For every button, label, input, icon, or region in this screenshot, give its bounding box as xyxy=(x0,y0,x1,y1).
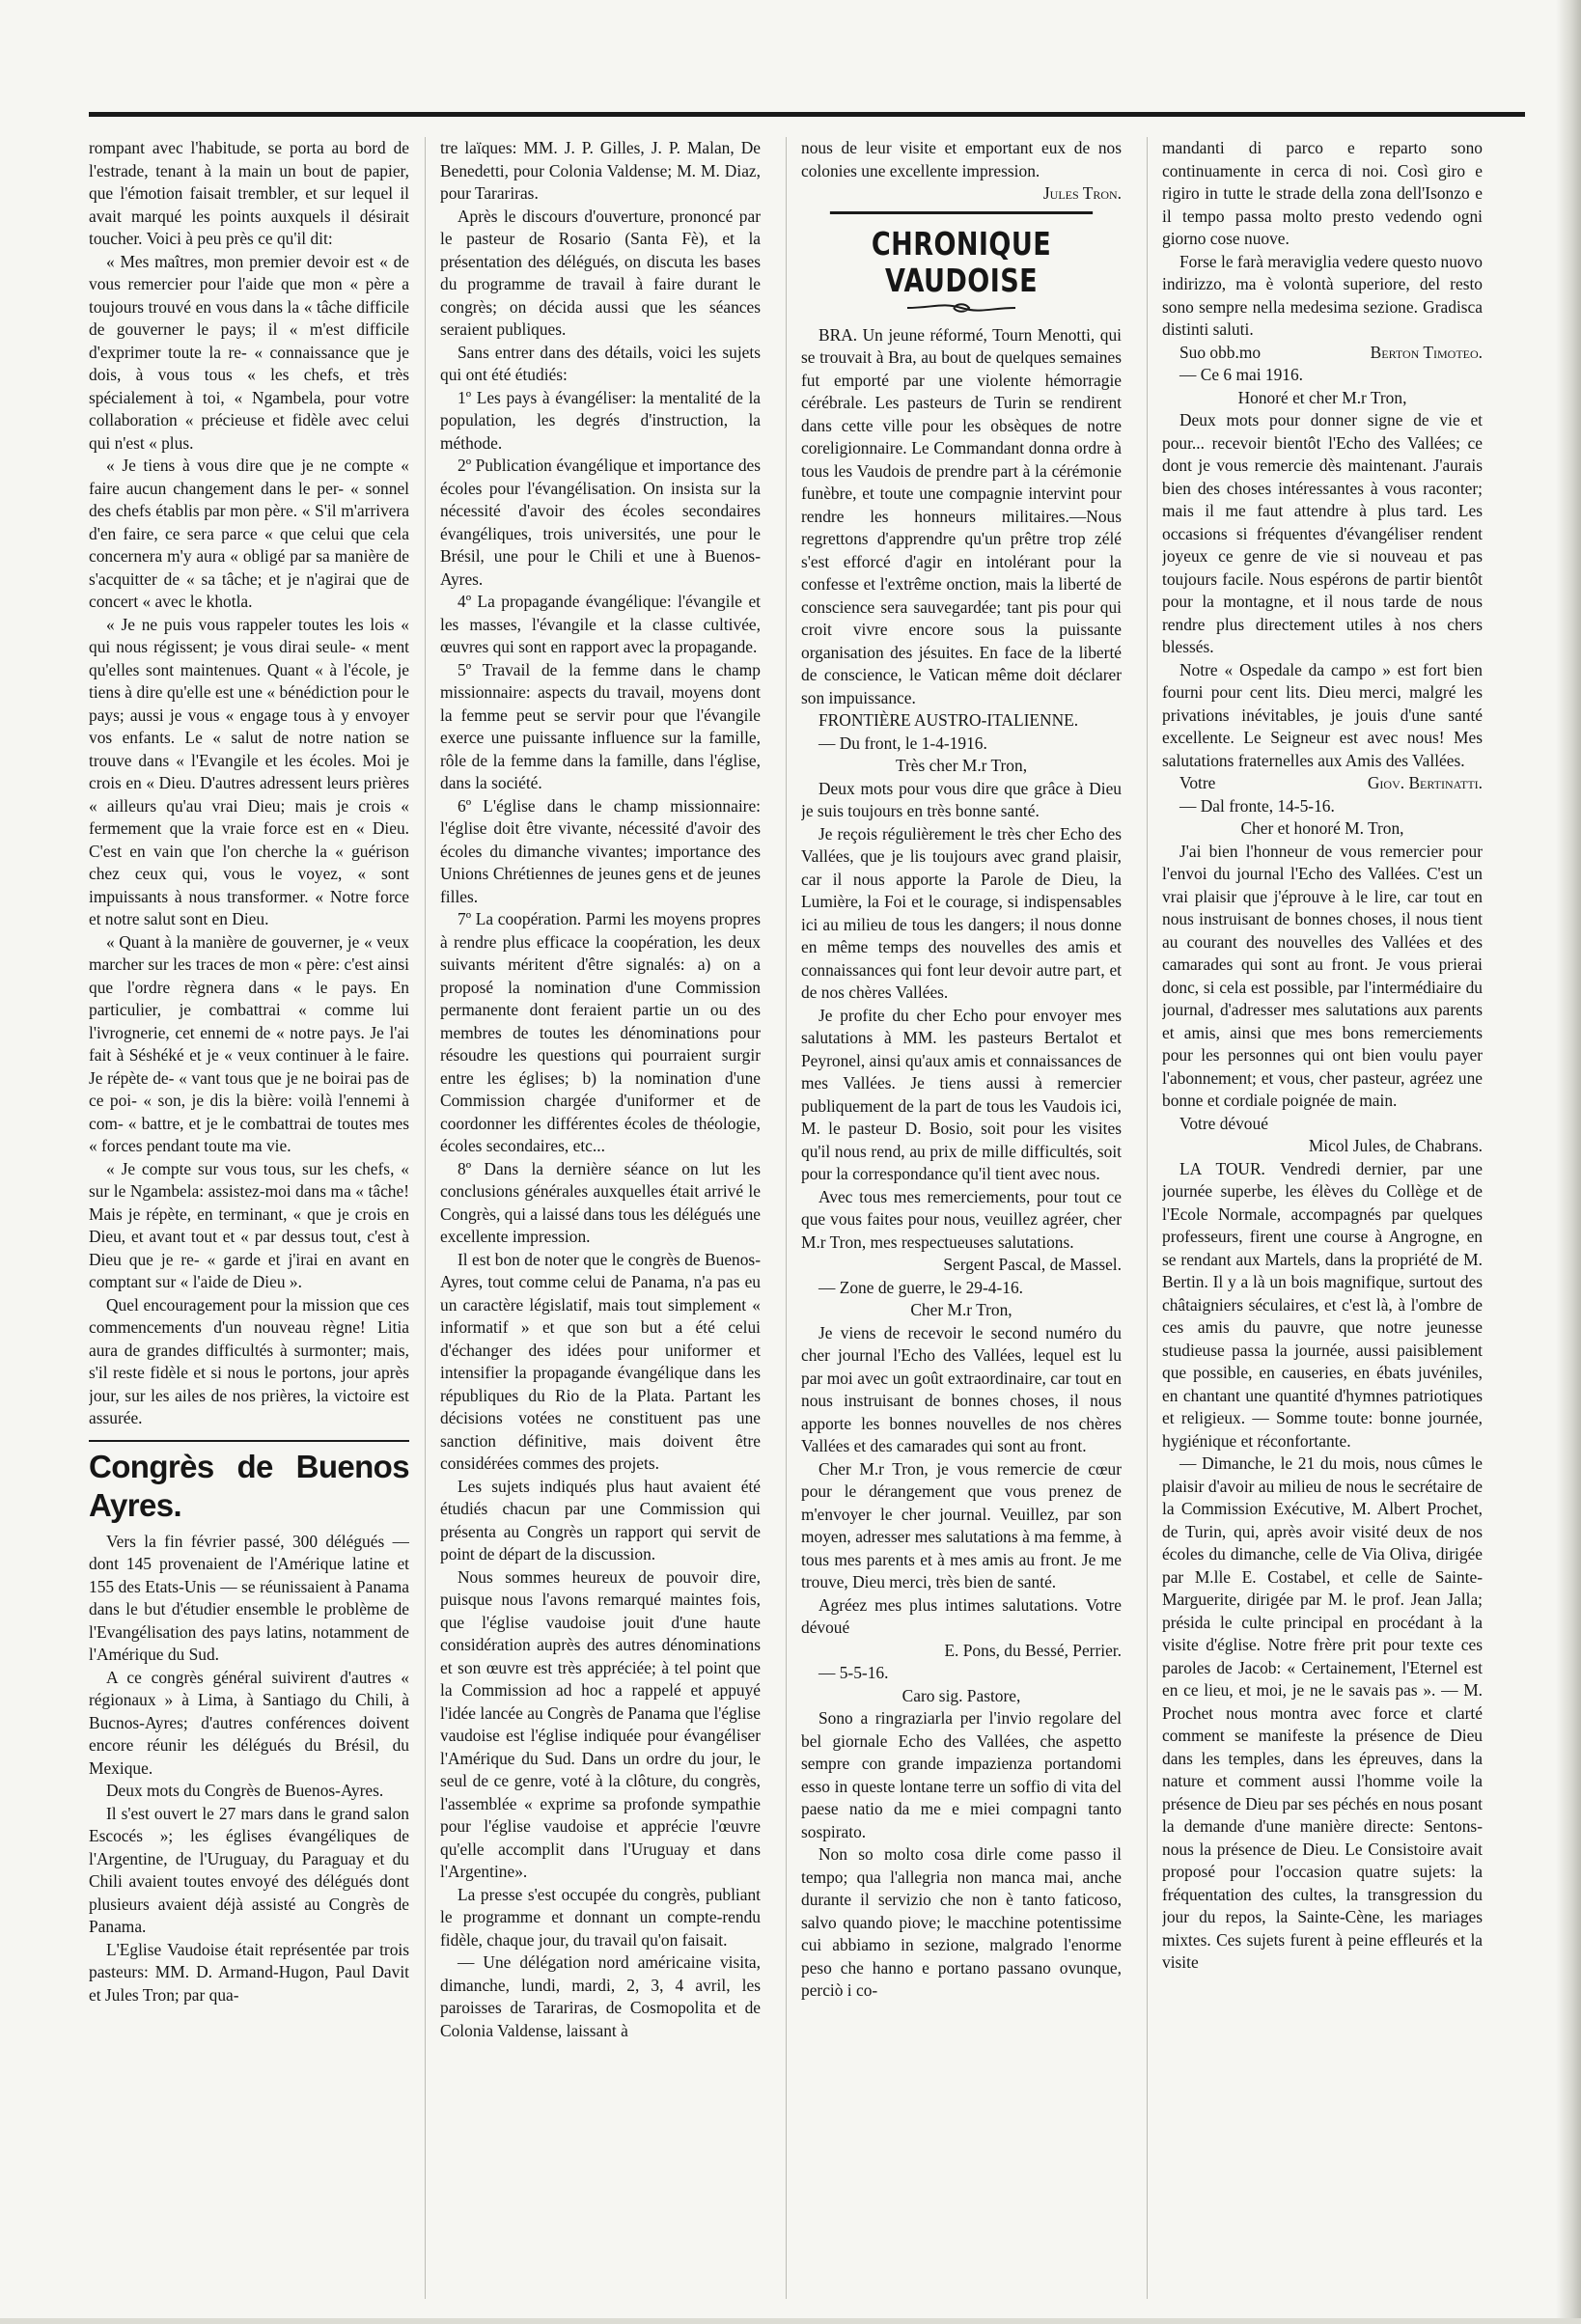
article-paragraph: Votre dévoué xyxy=(1179,1113,1268,1133)
article-paragraph: 8º Dans la dernière séance on lut les conclusions générales auxquelles était arrivé le Congrès, qui a laissé dans tous les délégués une excellente impression. xyxy=(440,1158,761,1246)
heading-chronique-vaudoise: CHRONIQUE VAUDOISE xyxy=(830,211,1093,299)
article-paragraph: Il est bon de noter que le congrès de Buenos-Ayres, tout comme celui de Panama, n'a pas eu un caractère législatif, mais tout simplement « informatif » et que son but a été celui d'échanger des idées pour uniformer et intensifier la propagande évangélique dans les républiques du Rio de la Plata. Partant les décisions votées ne constituent pas une sanction définitive, mais doivent être considérées commes des projets. xyxy=(440,1249,761,1473)
article-paragraph: « Je ne puis vous rappeler toutes les lois « qui nous régissent; je vous dirai seule- « ment qu'elles sont maintenues. Quant « à l'école, je tiens à dire qu'elle est une « bénédiction pour le pays; aussi je vous « engage tous à y envoyer vos enfants. Le « salut de notre nation se trouve dans « l'Evangile et les écoles. Moi je crois en « Dieu. D'autres adressent leurs prières « ailleurs qu'au vrai Dieu; mais je crois « fermement que la vraie force est en « Dieu. C'est en vain que l'on cherche la « guérison chez ceux qui, vous le voyez, « sont impuissants à nous transformer. « Notre force et notre salut sont en Dieu. xyxy=(89,614,409,928)
article-paragraph: — 5-5-16. xyxy=(818,1663,889,1682)
article-paragraph: 1º Les pays à évangéliser: la mentalité de la population, les degrés d'instruction, la méthode. xyxy=(440,387,761,453)
article-paragraph: Sergent Pascal, de Massel. xyxy=(943,1255,1122,1274)
article-paragraph: 4º La propagande évangélique: l'évangile et les masses, l'évangile et la classe cultivée, œuvres qui sont en rapport avec la propagande. xyxy=(440,592,761,656)
article-paragraph: rompant avec l'habitude, se porta au bord de l'estrade, tenant à la main un bout de papier, que l'émotion faisait trembler, et sur lequel il avait marqué les points auxquels il désirait toucher. Voici à peu près ce qu'il dit: xyxy=(89,138,409,248)
column-1 xyxy=(89,137,409,2299)
article-paragraph: Cher M.r Tron, xyxy=(910,1300,1012,1319)
page-bottom-edge xyxy=(0,2318,1581,2324)
article-paragraph: Agréez mes plus intimes salutations. Votre dévoué xyxy=(801,1594,1122,1637)
article-paragraph: Honoré et cher M.r Tron, xyxy=(1237,387,1407,407)
article-paragraph: LA TOUR. Vendredi dernier, par une journée superbe, les élèves du Collège et de l'Ecole Normale, accompagnés par quelques professeurs, firent une course à Angrogne, en se rendant aux Martels, dans la propriété de M. Bertin. Il y a là un bois magnifique, surtout des châtaigniers séculaires, et c'est là, à l'ombre de ces amis du pauvre, que notre jeunesse studieuse passa la journée, aussi paisiblement que possible, en causeries, en ébats juvéniles, en chantant une quantité d'hymnes patriotiques et religieux. — Somme toute: bonne journée, hygiénique et réconfortante. xyxy=(1162,1158,1483,1451)
article-paragraph: Non so molto cosa dirle come passo il tempo; qua l'allegria non manca mai, anche durante il servizio che non è tanto faticoso, salvo quando piove; le macchine potentissime cui abbiamo in sezione, malgrado l'enorme peso che hanno e portano passano ovunque, perciò i co- xyxy=(801,1844,1122,2000)
column-divider xyxy=(425,137,426,2299)
article-paragraph: L'Eglise Vaudoise était représentée par trois pasteurs: MM. D. Armand-Hugon, Paul Davit et Jules Tron; par qua- xyxy=(89,1939,409,2005)
article-paragraph: Caro sig. Pastore, xyxy=(901,1685,1021,1705)
article-paragraph: A ce congrès général suivirent d'autres « régionaux » à Lima, à Santiago du Chili, à Bucnos-Ayres; d'autres conférences doivent encore réunir les délégués du Brésil, du Mexique. xyxy=(89,1667,409,1778)
article-paragraph: Il s'est ouvert le 27 mars dans le grand salon Escocés »; les églises évangéliques de l'Argentine, de l'Uruguay, du Paraguay et du Chili avaient toutes envoyé des délégués dont plusieurs avaient déjà assisté au Congrès de Panama. xyxy=(89,1803,409,1936)
article-paragraph: « Mes maîtres, mon premier devoir est « de vous remercier pour l'aide que mon « père a toujours trouvé en vous dans la « tâche difficile de gouverner le pays; il « m'est difficile d'exprimer toute la re- « connaissance que je dois, à vous tous « les chefs, et très spécialement à toi, « Ngambela, pour votre collaboration « précieuse et fidèle avec celui qui n'est « plus. xyxy=(89,251,409,453)
article-paragraph: Forse le farà meraviglia vedere questo nuovo indirizzo, ma è volontà superiore, del resto sono sempre nella medesima sezione. Gradisca distinti saluti. xyxy=(1162,251,1483,339)
column-3 xyxy=(801,137,1122,2299)
column-divider xyxy=(1147,137,1148,2299)
article-paragraph: Notre « Ospedale da campo » est fort bien fourni pour cent lits. Dieu merci, malgré les privations inévitables, je jouis d'une santé excellente. Le Seigneur est avec nous! Mes salutations fraternelles aux Amis des Vallées. xyxy=(1162,659,1483,770)
article-paragraph: Deux mots pour vous dire que grâce à Dieu je suis toujours en très bonne santé. xyxy=(801,778,1122,820)
article-paragraph: — Du front, le 1-4-1916. xyxy=(818,733,987,753)
article-paragraph: J'ai bien l'honneur de vous remercier pour l'envoi du journal l'Echo des Vallées. C'est un vrai plaisir que j'éprouve à le lire, car tout en nous instruisant de bonnes choses, il nous tient au courant des nouvelles des Vallées et des camarades qui sont au front. Je vous prierai donc, si cela est possible, par l'intermédiaire du journal, d'adresser mes salutations aux parents et amis, ainsi que mes bons remerciements pour les personnes qui ont bien voulu payer l'abonnement; et vous, cher pasteur, agréez une bonne et cordiale poignée de main. xyxy=(1162,841,1483,1110)
article-paragraph: « Quant à la manière de gouverner, je « veux marcher sur les traces de mon « père: c'est ainsi que l'ordre règnera dans « le pays. En particulier, je combattrai « comme lui l'ivrognerie, cet ennemi de « notre pays. Je l'ai fait à Séshéké et je « veux continuer à le faire. Je répète de- « vant tous que je ne boirai pas de ce poi- « son, je dis la bière: voilà l'ennemi à com- « battre, et je le combattrai de toutes mes « forces pendant toute ma vie. xyxy=(89,931,409,1155)
article-paragraph: Sans entrer dans des détails, voici les sujets qui ont été étudiés: xyxy=(440,342,761,384)
article-paragraph: Cher et honoré M. Tron, xyxy=(1240,818,1404,838)
article-paragraph: — Une délégation nord américaine visita, dimanche, lundi, mardi, 2, 3, 4 avril, les paroisses de Tarariras, de Cosmopolita et de Colonia Valdense, laissant à xyxy=(440,1952,761,2040)
column-4 xyxy=(1162,137,1483,2299)
article-paragraph: Après le discours d'ouverture, prononcé par le pasteur de Rosario (Santa Fè), et la présentation des délégués, on discuta les bases du programme de travail à faire durant le congrès; on décida aussi que les séances seraient publiques. xyxy=(440,206,761,339)
top-rule xyxy=(89,112,1525,117)
article-paragraph: Cher M.r Tron, je vous remercie de cœur pour le dérangement que vous prenez de m'envoyer le cher journal. Veuillez, par son moyen, adresser mes salutations à ma femme, à tous mes parents et à mes amis au front. Je me trouve, Dieu merci, très bien de santé. xyxy=(801,1458,1122,1591)
article-paragraph: Quel encouragement pour la mission que ces commencements d'un nouveau règne! Litia aura de grandes difficultés à surmonter; mais, s'il reste fidèle et si nous le portons, jour après jour, sur les ailes de nos prières, la victoire est assurée. xyxy=(89,1294,409,1427)
article-paragraph: Jules Tron. xyxy=(1042,183,1122,203)
article-paragraph: Je viens de recevoir le second numéro du cher journal l'Echo des Vallées, lequel est lu par moi avec un goût extraordinaire, car tout en nous instruisant de bonnes choses, il nous apporte les bonnes nouvelles de nos chères Vallées et des camarades qui sont au front. xyxy=(801,1322,1122,1455)
article-paragraph: Sono a ringraziarla per l'invio regolare del bel giornale Echo des Vallées, che aspetto sempre con grande impazienza portandomi esso in queste lontane terre un soffio di vita del paese natio da me e miei compagni tanto sospirato. xyxy=(801,1708,1122,1841)
article-paragraph: Vers la fin février passé, 300 délégués — dont 145 provenaient de l'Amérique latine et 155 des Etats-Unis — se réunissaient à Panama dans le but d'étudier ensemble le problème de l'Evangélisation des pays latins, notamment de l'Amérique du Sud. xyxy=(89,1531,409,1664)
article-paragraph: La presse s'est occupée du congrès, publiant le programme et donnant un compte-rendu fidèle, chaque jour, du travail qu'on faisait. xyxy=(440,1884,761,1950)
article-paragraph: Suo obb.mo Berton Timoteo. xyxy=(1179,342,1483,362)
article-paragraph: Nous sommes heureux de pouvoir dire, puisque nous l'avons remarqué maintes fois, que l'église vaudoise jouit d'une haute considération auprès des autres dénominations et son œuvre est très appréciée; à tel point que la Commission ad hoc a rappelé et appuyé l'idée lancée au Congrès de Panama que l'église vaudoise est l'église indiquée pour évangéliser l'Amérique du Sud. Dans un ordre du jour, le seul de ce genre, voté à la clôture, du congrès, l'assemblée « exprime sa profonde sympathie pour l'église vaudoise et apprécie l'œuvre qu'elle accomplit dans l'Uruguay et dans l'Argentine». xyxy=(440,1566,761,1881)
article-paragraph: Micol Jules, de Chabrans. xyxy=(1308,1136,1483,1155)
article-paragraph: — Zone de guerre, le 29-4-16. xyxy=(818,1277,1023,1297)
article-paragraph: — Dimanche, le 21 du mois, nous cûmes le plaisir d'avoir au milieu de nous le secrétaire de la Commission Exécutive, M. Albert Prochet, de Turin, qui, après avoir visité deux de nos écoles du dimanche, celle de Via Oliva, dirigée par M.lle E. Costabel, et celle de Sainte-Marguerite, dirigée par M. le prof. Jean Jalla; présida le culte principal en procédant à la visite d'église. Notre frère prit pour texte ces paroles de Jacob: « Certainement, l'Eternel est en ce lieu, et moi, je ne le savais pas ». — M. Prochet nous montra avec force et clarté comment se manifeste la présence de Dieu dans les temples, dans les épreuves, dans la nature et comment aussi l'homme voile la présence de Dieu par ses péchés en nous posant la demande d'une manière directe: Sentons-nous la présence de Dieu. Le Consistoire avait proposé pour l'occasion quatre sujets: la fréquentation des cultes, la transgression du jour du repos, la Sainte-Cène, les mariages mixtes. Ces sujets furent à peine effleurés et la visite xyxy=(1162,1453,1483,1972)
article-paragraph: E. Pons, du Bessé, Perrier. xyxy=(944,1640,1122,1660)
article-paragraph: Deux mots pour donner signe de vie et pour... recevoir bientôt l'Echo des Vallées; ce dont je vous remercie dès maintenant. J'aurais bien des choses intéressantes à vous raconter; mais il me faut attendre à plus tard. Les occasions si fréquentes d'évangéliser rendent joyeux ce genre de vie si nouveau et pas toujours facile. Nous espérons de partir bientôt pour la montagne, et il nous tarde de nous rendre plus directement utiles à nos chers blessés. xyxy=(1162,410,1483,656)
heading-congres-buenos-ayres: Congrès de Buenos Ayres. xyxy=(89,1440,409,1525)
article-paragraph: nous de leur visite et emportant eux de nos colonies une excellente impression. xyxy=(801,138,1122,180)
column-2 xyxy=(440,137,761,2299)
article-paragraph: « Je tiens à vous dire que je ne compte « faire aucun changement dans le per- « sonnel des chefs établis par mon père. « S'il m'arrivera d'en faire, ce sera parce « que celui que cela concernera m'y aura « obligé par sa manière de s'acquitter de « sa tâche; et je n'agirai que de concert « avec le khotla. xyxy=(89,456,409,611)
article-paragraph: Deux mots du Congrès de Buenos-Ayres. xyxy=(106,1781,384,1800)
article-paragraph: — Dal fronte, 14-5-16. xyxy=(1179,795,1335,816)
article-paragraph: 2º Publication évangélique et importance des écoles pour l'évangélisation. On insista sur la nécessité d'avoir des écoles secondaires évangéliques, trois universités, une pour le Brésil, une pour le Chili et une à Buenos-Ayres. xyxy=(440,456,761,589)
article-paragraph: 7º La coopération. Parmi les moyens propres à rendre plus efficace la coopération, les deux suivants méritent d'être signalés: a) on a proposé la nomination d'une Commission permanente dont feraient partie un ou des membres de toutes les dénominations pour résoudre les questions qui pourraient surgir entre les églises; b) la nomination d'une Commission chargée d'uniformer et de coordonner les différentes écoles de théologie, écoles secondaires, etc... xyxy=(440,909,761,1155)
column-divider xyxy=(786,137,787,2299)
article-paragraph: tre laïques: MM. J. P. Gilles, J. P. Malan, De Benedetti, pour Colonia Valdense; M. M. Diaz, pour Tarariras. xyxy=(440,138,761,203)
article-paragraph: Votre Giov. Bertinatti. xyxy=(1179,773,1483,792)
page-edge-shadow xyxy=(1556,0,1581,2324)
article-paragraph: Avec tous mes remerciements, pour tout ce que vous faites pour nous, veuillez agréer, cher M.r Tron, mes respectueuses salutations. xyxy=(801,1186,1122,1252)
article-paragraph: 5º Travail de la femme dans le champ missionnaire: aspects du travail, moyens dont la femme peut se servir pour que l'évangile exerce une puissante influence sur la famille, rôle de la femme dans la famille, dans l'église, dans la société. xyxy=(440,659,761,792)
article-paragraph: Les sujets indiqués plus haut avaient été étudiés chacun par une Commission qui présenta au Congrès un rapport qui servit de point de départ de la discussion. xyxy=(440,1476,761,1563)
article-paragraph: FRONTIÈRE AUSTRO-ITALIENNE. xyxy=(818,710,1079,730)
article-paragraph: Je profite du cher Echo pour envoyer mes salutations à MM. les pasteurs Bertalot et Peyronel, ainsi qu'aux amis et connaissances de mes Vallées. Je tiens aussi à remercier publiquement de la part de tous les Vaudois ici, M. le pasteur D. Bosio, soit pour les visites qu'il nous rend, au prix de mille difficultés, soit pour la correspondance qu'il tient avec nous. xyxy=(801,1005,1122,1183)
article-paragraph: mandanti di parco e reparto sono continuamente in cerca di noi. Così giro e rigiro in tutte le strade della zona dell'Isonzo e il tempo passa molto presto vedendo ogni giorno cose nuove. xyxy=(1162,138,1483,248)
article-paragraph: Très cher M.r Tron, xyxy=(895,756,1028,775)
article-paragraph: — Ce 6 mai 1916. xyxy=(1179,365,1304,384)
article-paragraph: 6º L'église dans le champ missionnaire: l'église doit être vivante, nécessité d'avoir des écoles du dimanche vivantes; importance des Unions Chrétiennes de jeunes gens et de jeunes filles. xyxy=(440,795,761,906)
ornament-flourish xyxy=(903,301,1019,315)
article-paragraph: Je reçois régulièrement le très cher Echo des Vallées, que je lis toujours avec grand plaisir, car il nous apporte la Parole de Dieu, la Lumière, la Foi et le courage, si indispensables ici au milieu de tous les dangers; il nous donne en même temps des nouvelles des amis et connaissances qui font leur devoir autre part, et de nos chères Vallées. xyxy=(801,823,1122,1002)
article-paragraph: BRA. Un jeune réformé, Tourn Menotti, qui se trouvait à Bra, au bout de quelques semaines fut emporté par une violente hémorragie cérébrale. Les pasteurs de Turin se rendirent dans cette ville pour les obsèques de notre coreligionnaire. Le Commandant donna ordre à tous les Vaudois de prendre part à la cérémonie funèbre, et toute une compagnie intervint pour rendre les honneurs militaires.—Nous regrettons d'apprendre qu'un prêtre trop zélé s'est efforcé d'agir en intolérant pour la confesse et l'extrême onction, mais la liberté de conscience sera sauvegardée; tant pis pour qui croit vivre encore sous la puissante organisation des jésuites. En face de la liberté de conscience, le Vatican même doit déclarer son impuissance. xyxy=(801,324,1122,707)
article-paragraph: « Je compte sur vous tous, sur les chefs, « sur le Ngambela: assistez-moi dans ma « tâche! Mais je répète, en terminant, « que je crois en Dieu, et avant tout et « par dessus tout, c'est à Dieu que je re- « garde et j'irai en avant en comptant sur « l'aide de Dieu ». xyxy=(89,1158,409,1291)
